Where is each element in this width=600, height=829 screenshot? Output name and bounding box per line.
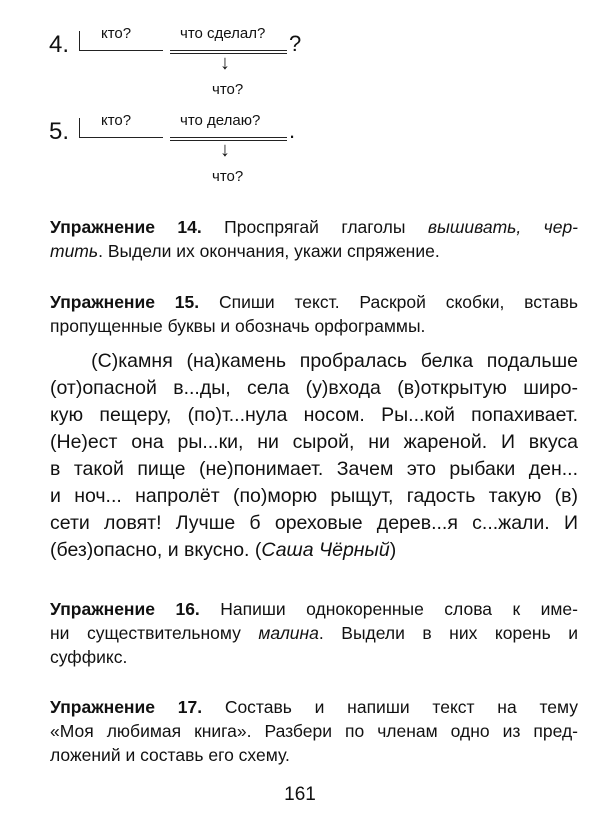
text-line: [50, 695, 578, 719]
exercise-16: [50, 597, 578, 669]
exercise-14: [50, 215, 578, 263]
scheme-number: 5.: [49, 118, 70, 145]
predicate-question: что делаю?: [180, 112, 261, 129]
exercise-heading: Упражнение 17.: [50, 697, 203, 717]
text-line: [50, 456, 578, 483]
exercise-heading: Упражнение 16.: [50, 599, 200, 619]
italic-text: Саша Чёрный: [261, 539, 390, 561]
subject-question: кто?: [101, 112, 132, 129]
subject-underline: [79, 50, 163, 51]
text-segment: . Выдели их окончания, укажи спряжение.: [98, 241, 440, 261]
italic-text: тить: [50, 241, 99, 261]
italic-text: вышивать, чер-: [427, 217, 578, 237]
end-mark: .: [289, 118, 296, 143]
exercise-15-passage: [50, 348, 578, 564]
italic-text: малина: [258, 623, 319, 643]
scheme-number: 4.: [49, 31, 70, 58]
text-segment: . Выдели в них корень и: [318, 623, 578, 643]
arrow-down-icon: ↓: [220, 52, 230, 74]
text-segment: (без)опасно, и вкусно. (: [50, 539, 262, 561]
arrow-down-icon: ↓: [220, 139, 230, 161]
text-segment: пропущенные буквы и обозначь орфограммы.: [50, 316, 426, 336]
text-line: [50, 239, 578, 263]
text-segment: сети ловят! Лучше б ореховые дерев...я с...жали. И: [50, 512, 578, 534]
text-line: [50, 483, 578, 510]
text-segment: ложений и составь его схему.: [50, 745, 290, 765]
text-segment: Спиши текст. Раскрой скобки, вставь: [199, 292, 578, 312]
text-line: [50, 537, 578, 564]
text-line: [50, 510, 578, 537]
exercise-heading: Упражнение 14.: [50, 217, 202, 237]
text-segment: (С)камня (на)камень пробралась белка подальше: [50, 350, 578, 372]
predicate-underline-1: [170, 50, 287, 51]
text-segment: Составь и напиши текст на тему: [202, 697, 578, 717]
subject-bracket: [79, 31, 80, 50]
subject-underline: [79, 137, 163, 138]
text-segment: «Моя любимая книга». Разбери по членам одно из пред-: [50, 721, 578, 741]
text-line: [50, 719, 578, 743]
text-segment: ): [389, 539, 397, 561]
page-number: 161: [284, 784, 316, 805]
text-segment: кую пещеру, (по)т...нула носом. Ры...кой попахивает.: [50, 404, 578, 426]
text-line: [50, 290, 578, 314]
text-line: [50, 402, 578, 429]
text-line: [50, 348, 578, 375]
text-segment: Проспрягай глаголы: [201, 217, 428, 237]
object-question: что?: [212, 81, 244, 98]
subject-bracket: [79, 118, 80, 137]
object-question: что?: [212, 168, 244, 185]
text-line: [50, 314, 578, 338]
text-segment: в такой пище (не)понимает. Зачем это рыбаки ден...: [50, 458, 578, 480]
text-segment: (Не)ест она ры...ки, ни сырой, ни жареной. И вкуса: [50, 431, 578, 453]
exercise-heading: Упражнение 15.: [50, 292, 200, 312]
text-line: [50, 215, 578, 239]
text-line: [50, 645, 578, 669]
predicate-underline-1: [170, 137, 287, 138]
exercise-17: [50, 695, 578, 767]
predicate-question: что сделал?: [180, 25, 266, 42]
text-segment: ни существительному: [50, 623, 259, 643]
text-line: [50, 743, 578, 767]
text-line: [50, 621, 578, 645]
text-segment: суффикс.: [50, 647, 128, 667]
text-segment: и ноч... напролёт (по)морю рыщут, гадость такую (в): [50, 485, 578, 507]
text-line: [50, 429, 578, 456]
text-segment: (от)опасной в...ды, села (у)входа (в)открытую широ-: [50, 377, 578, 399]
exercise-15: [50, 290, 578, 338]
end-mark: ?: [289, 31, 302, 56]
text-line: [50, 375, 578, 402]
text-segment: Напиши однокоренные слова к име-: [199, 599, 578, 619]
subject-question: кто?: [101, 25, 132, 42]
text-line: [50, 597, 578, 621]
